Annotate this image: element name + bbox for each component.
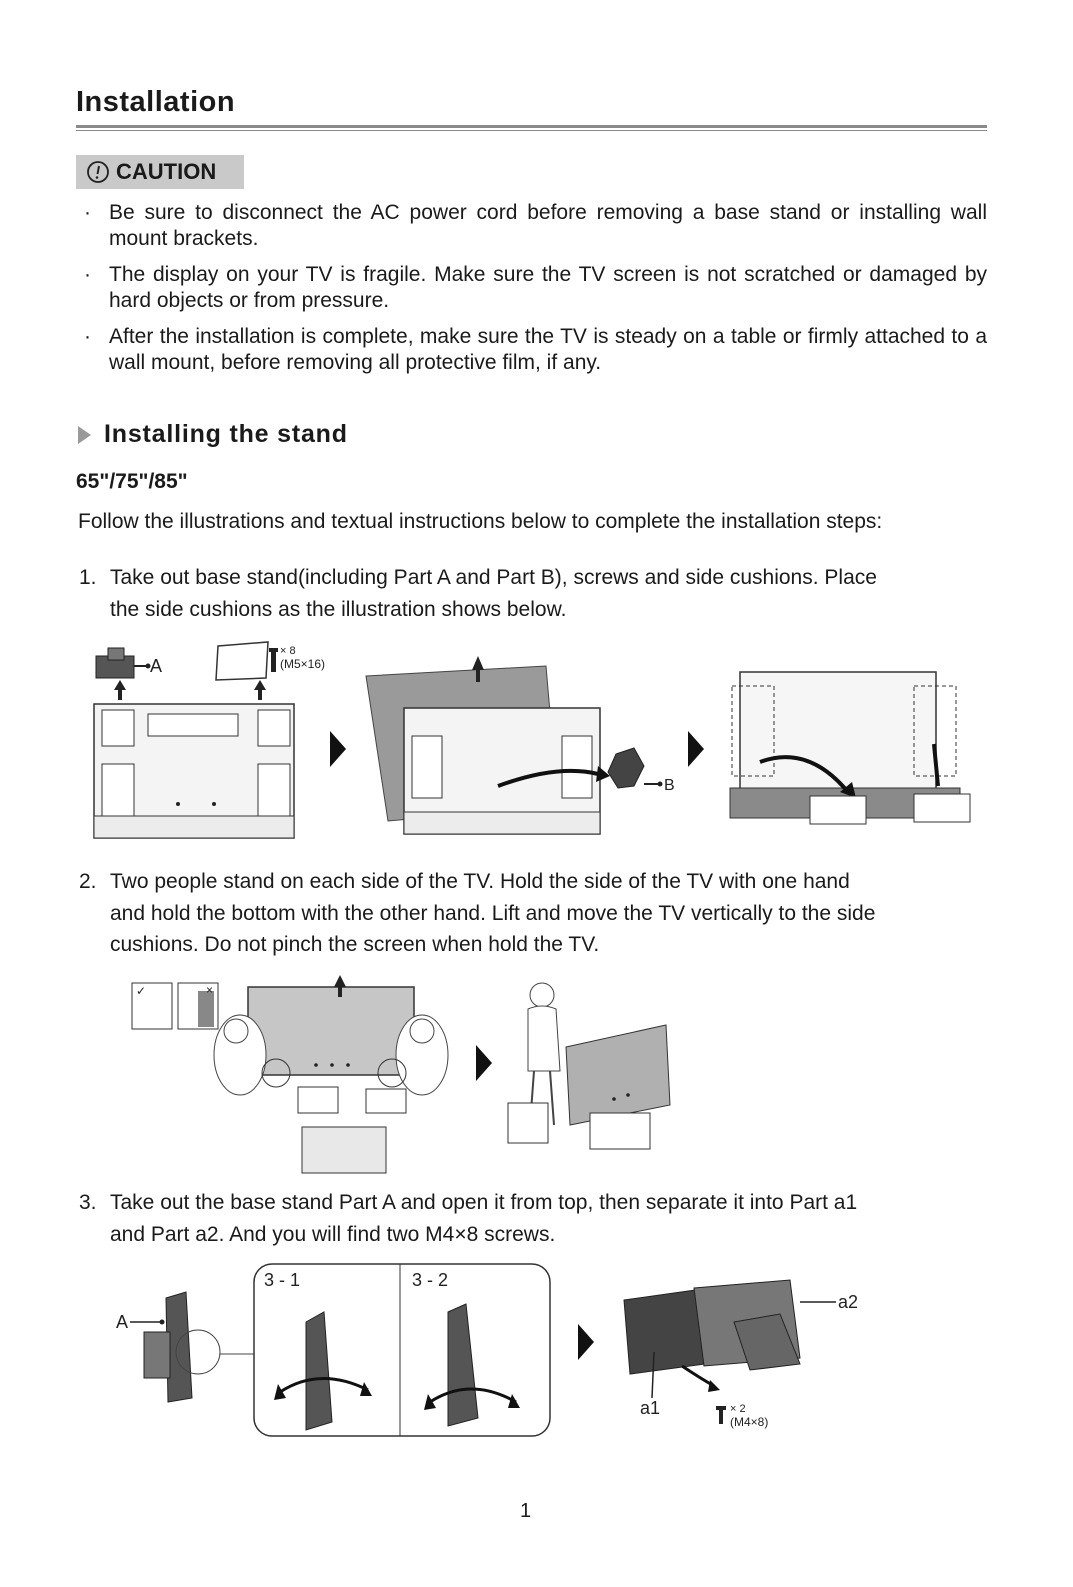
part-b-label: B — [664, 777, 675, 794]
next-step-arrow-icon — [330, 731, 346, 767]
part-a-icon — [96, 648, 151, 678]
ok-mark: ✓ — [136, 984, 147, 998]
screw-spec: (M5×16) — [280, 657, 326, 671]
side-cushions-illustration — [730, 672, 970, 824]
list-item: · The display on your TV is fragile. Make sure the TV screen is not scratched or damaged by hard objects or from pressure. — [84, 263, 987, 312]
list-item: · Be sure to disconnect the AC power cord before removing a base stand or installing wall mount brackets. — [84, 201, 987, 250]
packaging-box-illustration — [94, 704, 294, 838]
tv-on-cushions-illustration — [508, 983, 670, 1149]
step-3: 3. Take out the base stand Part A and open it from top, then separate it into Part a1 and Part a2. And you will find two M4×8 screws. — [79, 1191, 858, 1246]
section-title: Installing the stand — [104, 420, 348, 448]
screw-spec-2: (M4×8) — [730, 1415, 769, 1429]
caution-label: CAUTION — [116, 159, 217, 184]
part-a-label-2: A — [116, 1312, 129, 1332]
part-a1-label: a1 — [640, 1398, 661, 1418]
separated-parts-illustration — [624, 1280, 836, 1398]
model-sizes: 65"/75"/85" — [76, 470, 188, 493]
part-a-label: A — [150, 656, 163, 676]
page-title: Installation — [76, 86, 236, 118]
screw-bag-icon — [216, 642, 278, 680]
screw-icon — [716, 1406, 726, 1424]
figure-step-3 — [110, 1262, 870, 1442]
warning-icon — [86, 160, 110, 184]
triangle-bullet-icon — [76, 425, 92, 445]
tv-lifting-illustration — [366, 656, 663, 834]
step-3-1-label: 3 - 1 — [264, 1270, 301, 1290]
figure-step-2 — [130, 975, 690, 1180]
two-people-lifting-tv-illustration — [214, 975, 448, 1173]
screw-qty: × 8 — [280, 645, 296, 657]
next-step-arrow-icon — [578, 1324, 594, 1360]
page-number: 1 — [520, 1500, 532, 1522]
caution-badge — [76, 155, 244, 189]
figure-step-1 — [88, 636, 988, 851]
title-rule-thin — [76, 130, 987, 131]
step-1: 1. Take out base stand(including Part A and Part B), screws and side cushions. Place the side cushions as the illustration shows below. — [79, 566, 877, 621]
ng-mark: × — [206, 983, 214, 997]
next-step-arrow-icon — [688, 731, 704, 767]
next-step-arrow-icon — [476, 1045, 492, 1081]
title-rule — [76, 125, 987, 128]
caution-list — [76, 200, 987, 386]
intro-text: Follow the illustrations and textual instructions below to complete the installation steps: — [78, 510, 883, 533]
part-a2-label: a2 — [838, 1292, 859, 1312]
section-heading — [76, 420, 348, 449]
list-item: · After the installation is complete, make sure the TV is steady on a table or firmly attached to a wall mount, before removing all protective film, if any. — [84, 325, 987, 374]
base-part-a-illustration — [144, 1292, 254, 1402]
step-2: 2. Two people stand on each side of the TV. Hold the side of the TV with one hand and hold the bottom with the other hand. Lift and move the TV vertically to the side cushions. Do not pinch the screen when hold the TV. — [79, 870, 876, 956]
step-3-2-label: 3 - 2 — [412, 1270, 449, 1290]
screw-qty-2: × 2 — [730, 1403, 746, 1415]
